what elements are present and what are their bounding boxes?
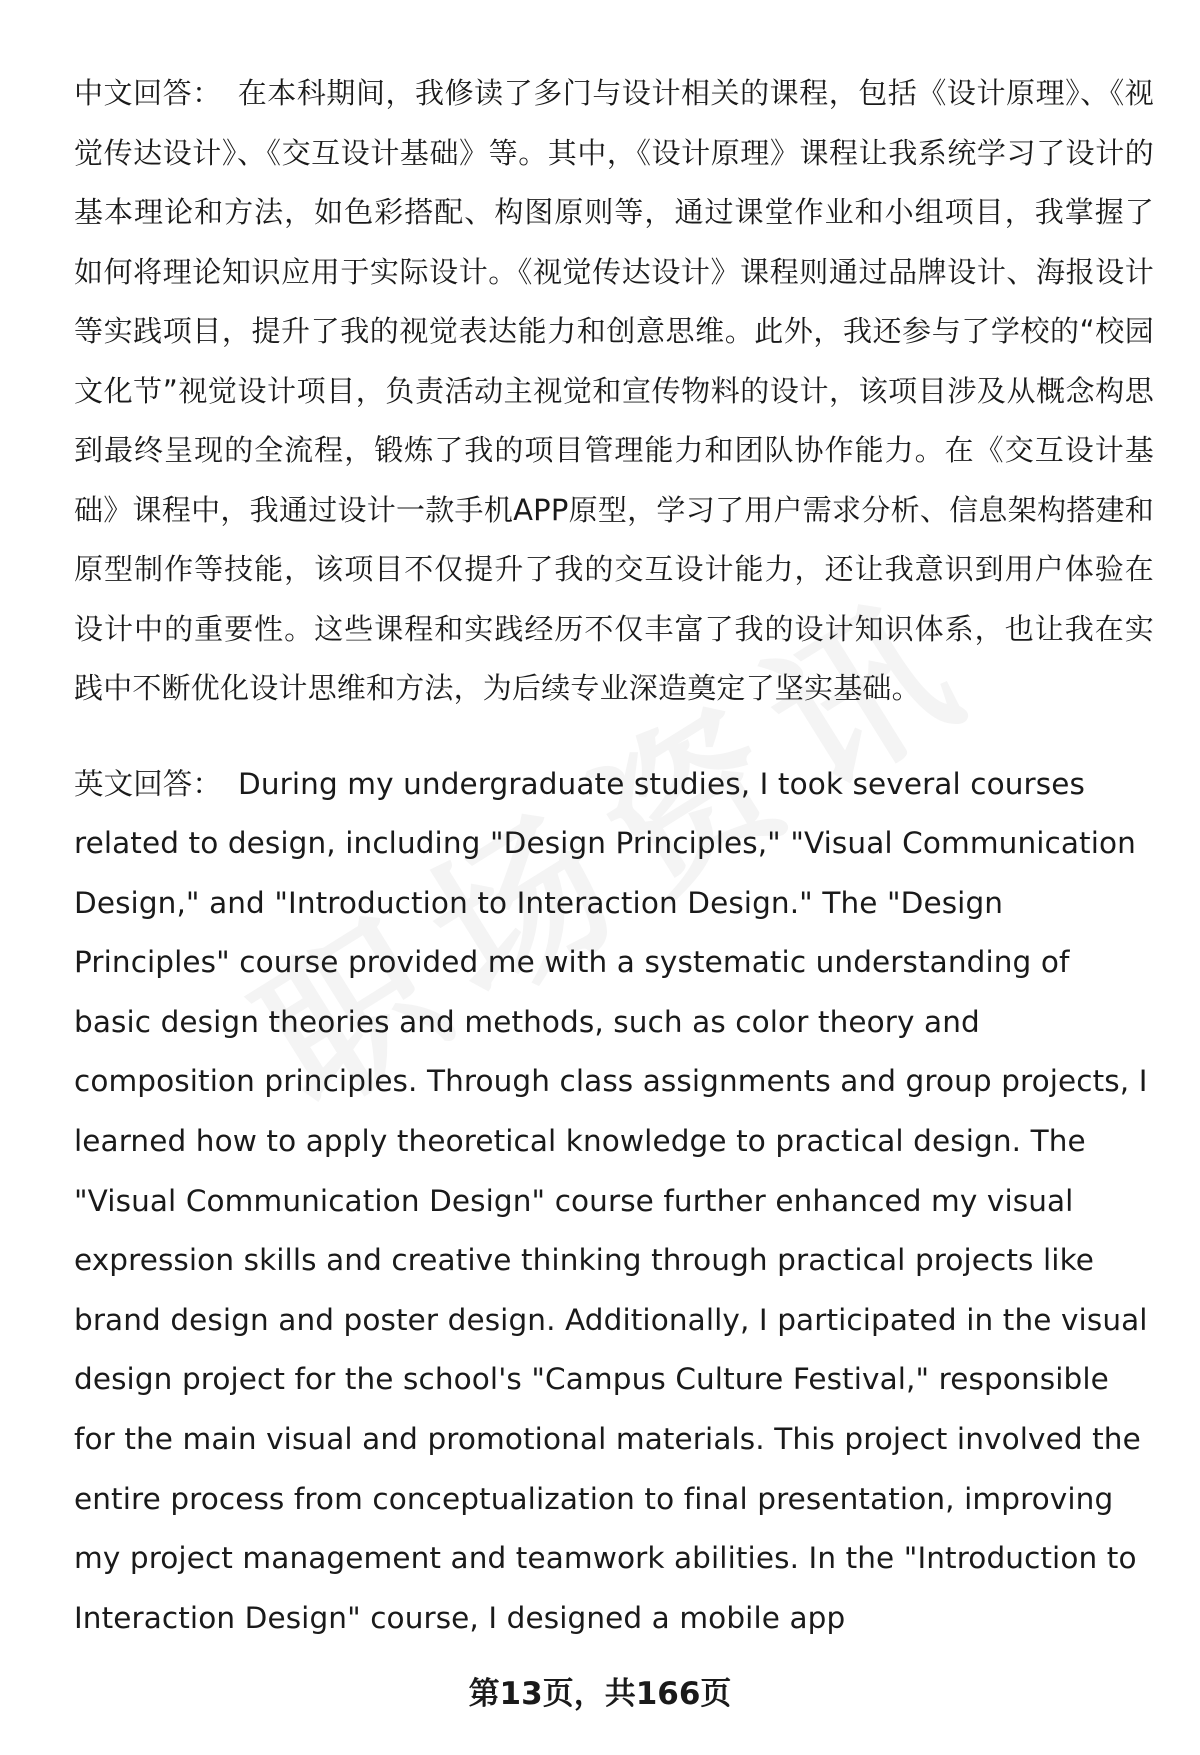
english-answer-paragraph bbox=[74, 755, 1154, 1649]
page-content bbox=[74, 64, 1154, 1648]
chinese-answer-text: 在本科期间，我修读了多门与设计相关的课程，包括《设计原理》、《视觉传达设计》、《交互设计基础》等。其中，《设计原理》课程让我系统学习了设计的基本理论和方法，如色彩搭配、构图原则等，通过课堂作业和小组项目，我掌握了如何将理论知识应用于实际设计。《视觉传达设计》课程则通过品牌设计、海报设计等实践项目，提升了我的视觉表达能力和创意思维。此外，我还参与了学校的“校园文化节”视觉设计项目，负责活动主视觉和宣传物料的设计，该项目涉及从概念构思到最终呈现的全流程，锻炼了我的项目管理能力和团队协作能力。在《交互设计基础》课程中，我通过设计一款手机APP原型，学习了用户需求分析、信息架构搭建和原型制作等技能，该项目不仅提升了我的交互设计能力，还让我意识到用户体验在设计中的重要性。这些课程和实践经历不仅丰富了我的设计知识体系，也让我在实践中不断优化设计思维和方法，为后续专业深造奠定了坚实基础。 bbox=[74, 76, 1154, 705]
chinese-answer-label: 中文回答： bbox=[74, 76, 222, 110]
chinese-answer-paragraph bbox=[74, 64, 1154, 719]
english-answer-text: During my undergraduate studies, I took several courses related to design, including "Design Principles," "Visual Communication Design," and "Introduction to Interaction Design." The "Design Principles" course provided me with a systematic understanding of basic design theories and methods, such as color theory and composition principles. Through class assignments and group projects, I learned how to apply theoretical knowledge to practical design. The "Visual Communication Design" course further enhanced my visual expression skills and creative thinking through practical projects like brand design and poster design. Additionally, I participated in the visual design project for the school's "Campus Culture Festival," responsible for the main visual and promotional materials. This project involved the entire process from conceptualization to final presentation, improving my project management and teamwork abilities. In the "Introduction to Interaction Design" course, I designed a mobile app bbox=[74, 766, 1148, 1635]
english-answer-label: 英文回答： bbox=[74, 766, 223, 801]
page-number-footer: 第13页，共166页 bbox=[468, 1676, 732, 1712]
